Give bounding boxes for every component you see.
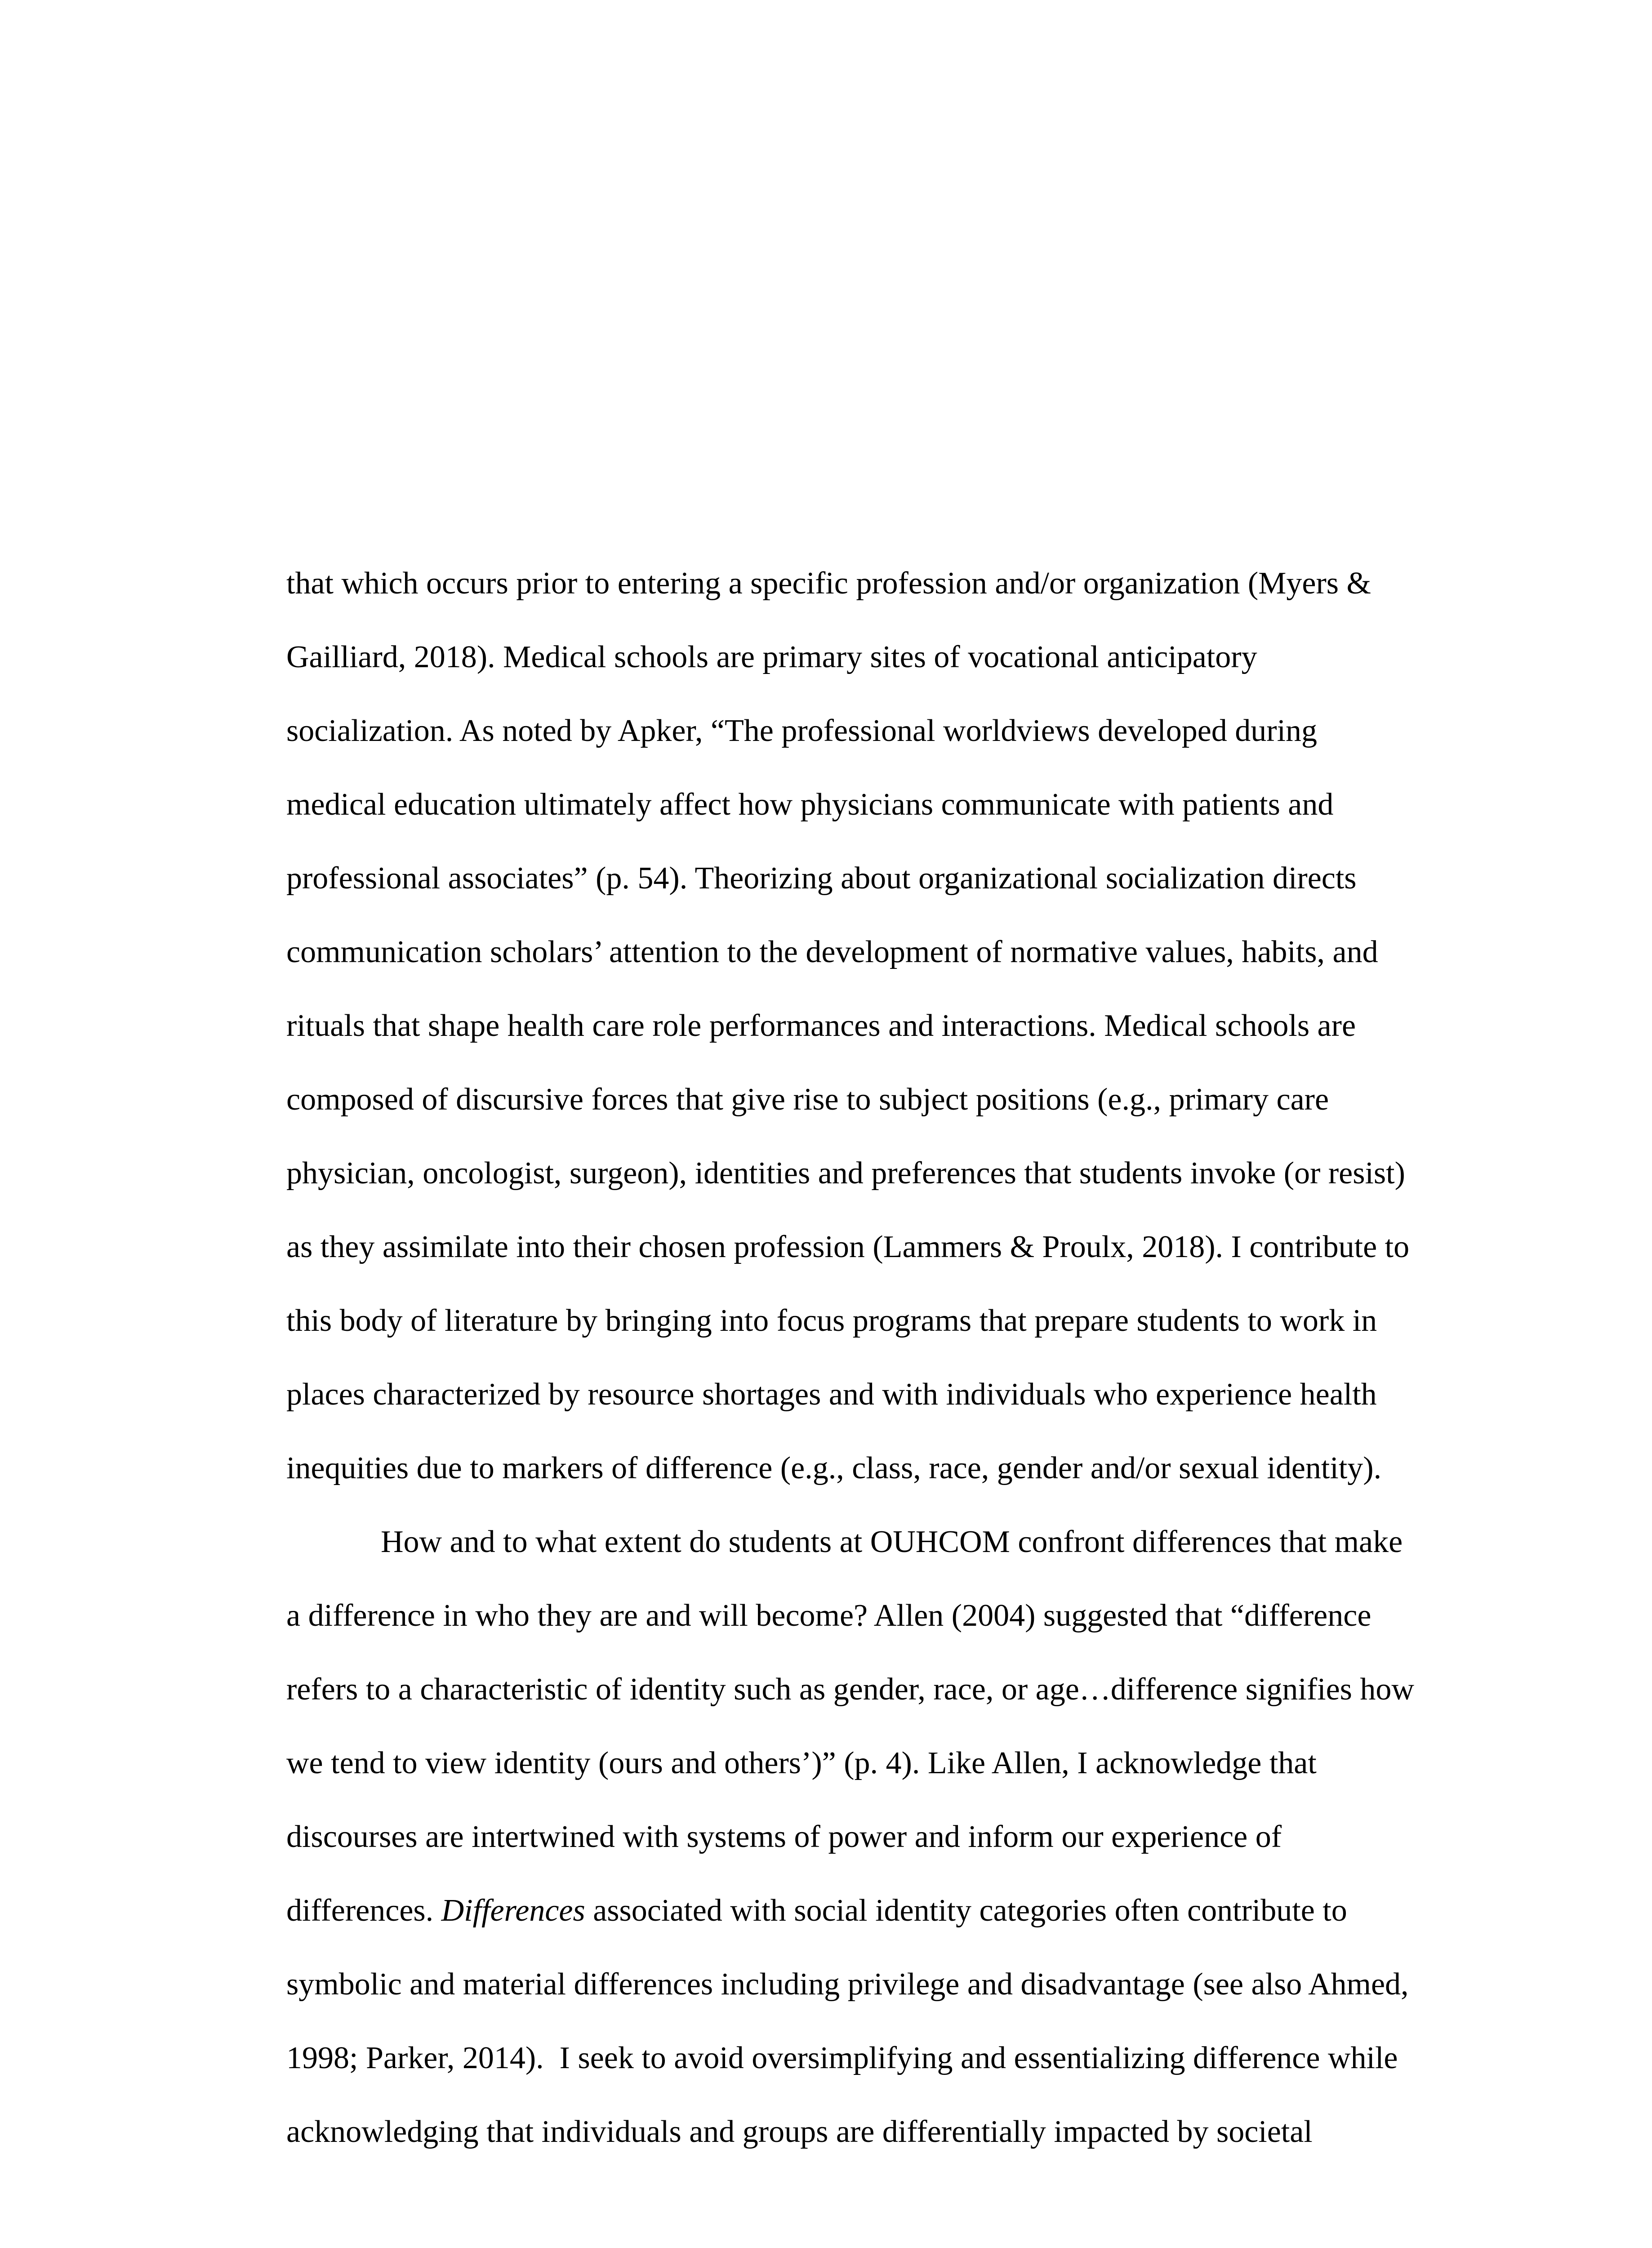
text-line: symbolic and material differences including privilege and disadvantage (see also Ahmed,	[286, 1967, 1409, 2002]
italic-term: Differences	[441, 1893, 585, 1928]
text-line: 1998; Parker, 2014). I seek to avoid oversimplifying and essentializing difference while	[286, 2041, 1398, 2075]
text-line: a difference in who they are and will become? Allen (2004) suggested that “difference	[286, 1598, 1371, 1633]
text-line: professional associates” (p. 54). Theorizing about organizational socialization directs	[286, 861, 1357, 896]
text-line: inequities due to markers of difference (e.g., class, race, gender and/or sexual identity).	[286, 1451, 1382, 1485]
text-line: acknowledging that individuals and groups are differentially impacted by societal	[286, 2114, 1313, 2149]
text-line: How and to what extent do students at OUHCOM confront differences that make	[381, 1525, 1403, 1559]
text-line	[286, 1893, 1347, 1929]
text-line: refers to a characteristic of identity such as gender, race, or age…difference signifies how	[286, 1672, 1414, 1707]
text-line: medical education ultimately affect how physicians communicate with patients and	[286, 787, 1334, 822]
text-line: composed of discursive forces that give rise to subject positions (e.g., primary care	[286, 1082, 1329, 1117]
text-line: this body of literature by bringing into focus programs that prepare students to work in	[286, 1303, 1377, 1338]
text-line: socialization. As noted by Apker, “The professional worldviews developed during	[286, 714, 1318, 748]
text-line: rituals that shape health care role performances and interactions. Medical schools are	[286, 1008, 1356, 1043]
text-line: physician, oncologist, surgeon), identities and preferences that students invoke (or resist)	[286, 1156, 1405, 1191]
text-segment: differences.	[286, 1893, 441, 1928]
text-line: places characterized by resource shortages and with individuals who experience health	[286, 1377, 1377, 1412]
text-line: discourses are intertwined with systems of power and inform our experience of	[286, 1820, 1282, 1854]
text-segment: associated with social identity categories often contribute to	[585, 1893, 1347, 1928]
text-line: Gailliard, 2018). Medical schools are primary sites of vocational anticipatory	[286, 640, 1257, 674]
text-line: as they assimilate into their chosen profession (Lammers & Proulx, 2018). I contribute to	[286, 1230, 1410, 1264]
text-line: we tend to view identity (ours and others’)” (p. 4). Like Allen, I acknowledge that	[286, 1746, 1317, 1780]
text-line: that which occurs prior to entering a specific profession and/or organization (Myers &	[286, 566, 1371, 601]
text-line: communication scholars’ attention to the development of normative values, habits, and	[286, 935, 1378, 969]
